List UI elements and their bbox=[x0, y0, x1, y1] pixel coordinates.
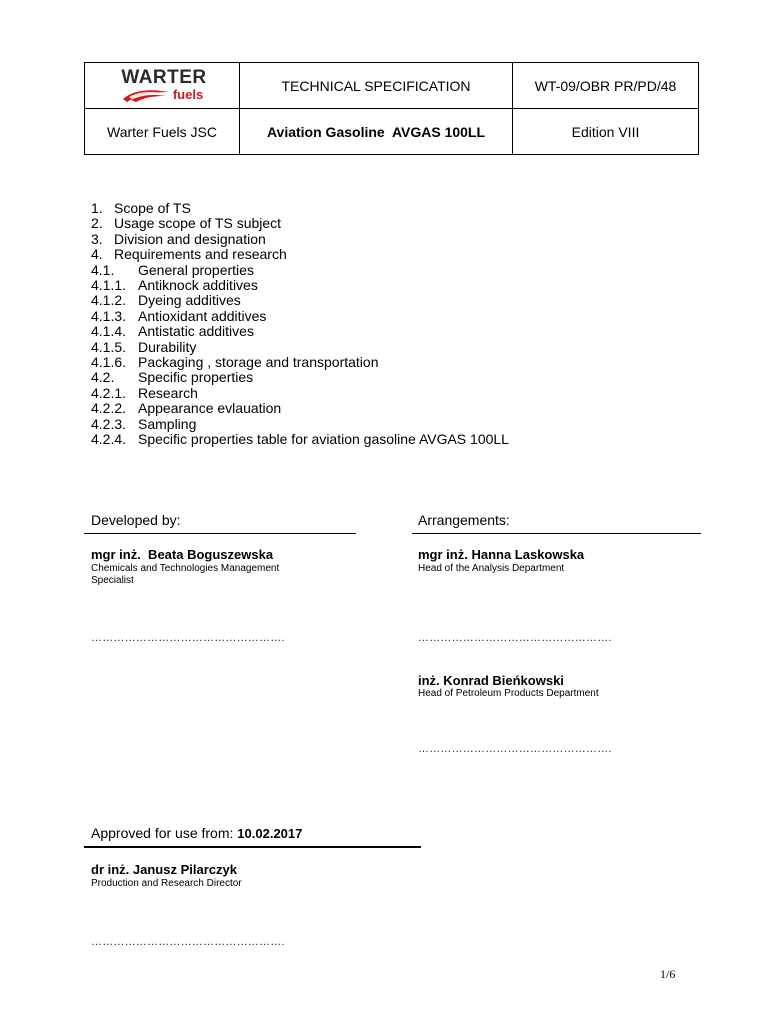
logo-wordmark: WARTER bbox=[121, 66, 207, 88]
toc-item-number: 4.1.5. bbox=[91, 338, 127, 355]
arrangements-label: Arrangements: bbox=[418, 512, 510, 528]
toc-item-number: 4.1. bbox=[91, 261, 115, 278]
toc-item-label: Packaging , storage and transportation bbox=[138, 354, 379, 371]
doc-type-cell: TECHNICAL SPECIFICATION bbox=[240, 63, 513, 109]
toc-item bbox=[91, 401, 509, 416]
arrangements-rule bbox=[412, 533, 701, 534]
toc-item-number: 4.2.4. bbox=[91, 431, 127, 448]
toc-item-label: Division and designation bbox=[114, 230, 266, 247]
product-cell: Aviation Gasoline AVGAS 100LL bbox=[240, 109, 513, 155]
page-number: 1/6 bbox=[660, 967, 676, 981]
toc-item bbox=[91, 324, 509, 339]
arranger2-name: inż. Konrad Bieńkowski bbox=[418, 673, 564, 688]
warter-fuels-logo bbox=[85, 64, 239, 108]
toc-item-label: Usage scope of TS subject bbox=[114, 215, 282, 232]
toc-item bbox=[91, 247, 509, 262]
toc-item bbox=[91, 432, 509, 447]
toc-item bbox=[91, 370, 509, 385]
toc-item-label: Durability bbox=[138, 338, 197, 355]
toc-item-number: 4.2.1. bbox=[91, 384, 127, 401]
toc-item-label: Specific properties bbox=[138, 369, 254, 386]
approved-date: 10.02.2017 bbox=[237, 826, 303, 841]
toc-item-number: 4.1.6. bbox=[91, 354, 127, 371]
toc-item bbox=[91, 263, 509, 278]
toc-item bbox=[91, 278, 509, 293]
toc-item-label: Sampling bbox=[138, 415, 197, 432]
toc-item-label: Antioxidant additives bbox=[138, 307, 267, 324]
edition-cell: Edition VIII bbox=[513, 109, 699, 155]
approver-name: dr inż. Janusz Pilarczyk bbox=[91, 862, 237, 877]
toc-item-label: Specific properties table for aviation gasoline AVGAS 100LL bbox=[138, 431, 509, 448]
toc-item bbox=[91, 309, 509, 324]
flame-swoosh-icon bbox=[121, 87, 171, 103]
toc-item bbox=[91, 232, 509, 247]
toc-item-number: 4.1.1. bbox=[91, 277, 127, 294]
approved-rule bbox=[84, 846, 421, 848]
toc-item bbox=[91, 340, 509, 355]
toc-item-number: 4.2. bbox=[91, 369, 115, 386]
developer-role-line1: Chemicals and Technologies Management bbox=[91, 563, 280, 574]
toc-item-label: Scope of TS bbox=[114, 200, 191, 216]
logo-fuels-text: fuels bbox=[172, 86, 204, 102]
arranger1-signature-line: ……………………………………………. bbox=[418, 632, 612, 644]
approver-role: Production and Research Director bbox=[91, 878, 242, 889]
doc-code-cell: WT-09/OBR PR/PD/48 bbox=[513, 63, 699, 109]
company-cell: Warter Fuels JSC bbox=[85, 109, 240, 155]
arranger2-signature-line: ……………………………………………. bbox=[418, 743, 612, 755]
toc-item-number: 4.1.2. bbox=[91, 292, 127, 309]
logo-cell bbox=[85, 63, 240, 109]
toc-item-label: Antistatic additives bbox=[138, 323, 254, 340]
toc-item-number: 4.1.4. bbox=[91, 323, 127, 340]
developer-role-line2: Specialist bbox=[91, 575, 134, 586]
header-table bbox=[84, 62, 699, 155]
arranger1-role: Head of the Analysis Department bbox=[418, 563, 565, 574]
developed-by-label: Developed by: bbox=[91, 512, 181, 528]
toc-item-number: 4.1.3. bbox=[91, 307, 127, 324]
approver-signature-line: ……………………………………………. bbox=[91, 936, 285, 948]
table-of-contents bbox=[91, 201, 509, 448]
arranger2-role: Head of Petroleum Products Department bbox=[418, 688, 599, 699]
approved-prefix: Approved for use from: bbox=[91, 825, 238, 841]
arranger1-name: mgr inż. Hanna Laskowska bbox=[418, 547, 585, 562]
developed-rule bbox=[84, 533, 356, 534]
toc-item bbox=[91, 355, 509, 370]
toc-item bbox=[91, 293, 509, 308]
approved-label bbox=[91, 825, 302, 841]
toc-item-number: 2. bbox=[91, 215, 103, 232]
toc-item-number: 4.2.3. bbox=[91, 415, 127, 432]
toc-item-number: 4. bbox=[91, 246, 103, 263]
toc-item bbox=[91, 417, 509, 432]
toc-item-label: Research bbox=[138, 384, 198, 401]
developer-signature-line: ……………………………………………. bbox=[91, 632, 285, 644]
developer-name: mgr inż. Beata Boguszewska bbox=[91, 547, 274, 562]
toc-item-label: Antiknock additives bbox=[138, 277, 258, 294]
toc-item-number: 3. bbox=[91, 230, 103, 247]
toc-item bbox=[91, 386, 509, 401]
toc-item bbox=[91, 201, 509, 216]
toc-item-label: Appearance evlauation bbox=[138, 400, 282, 417]
toc-item-label: Dyeing additives bbox=[138, 292, 241, 309]
toc-item-number: 4.2.2. bbox=[91, 400, 127, 417]
toc-item-number: 1. bbox=[91, 200, 103, 216]
toc-item-label: Requirements and research bbox=[114, 246, 287, 263]
toc-item bbox=[91, 216, 509, 231]
toc-item-label: General properties bbox=[138, 261, 254, 278]
